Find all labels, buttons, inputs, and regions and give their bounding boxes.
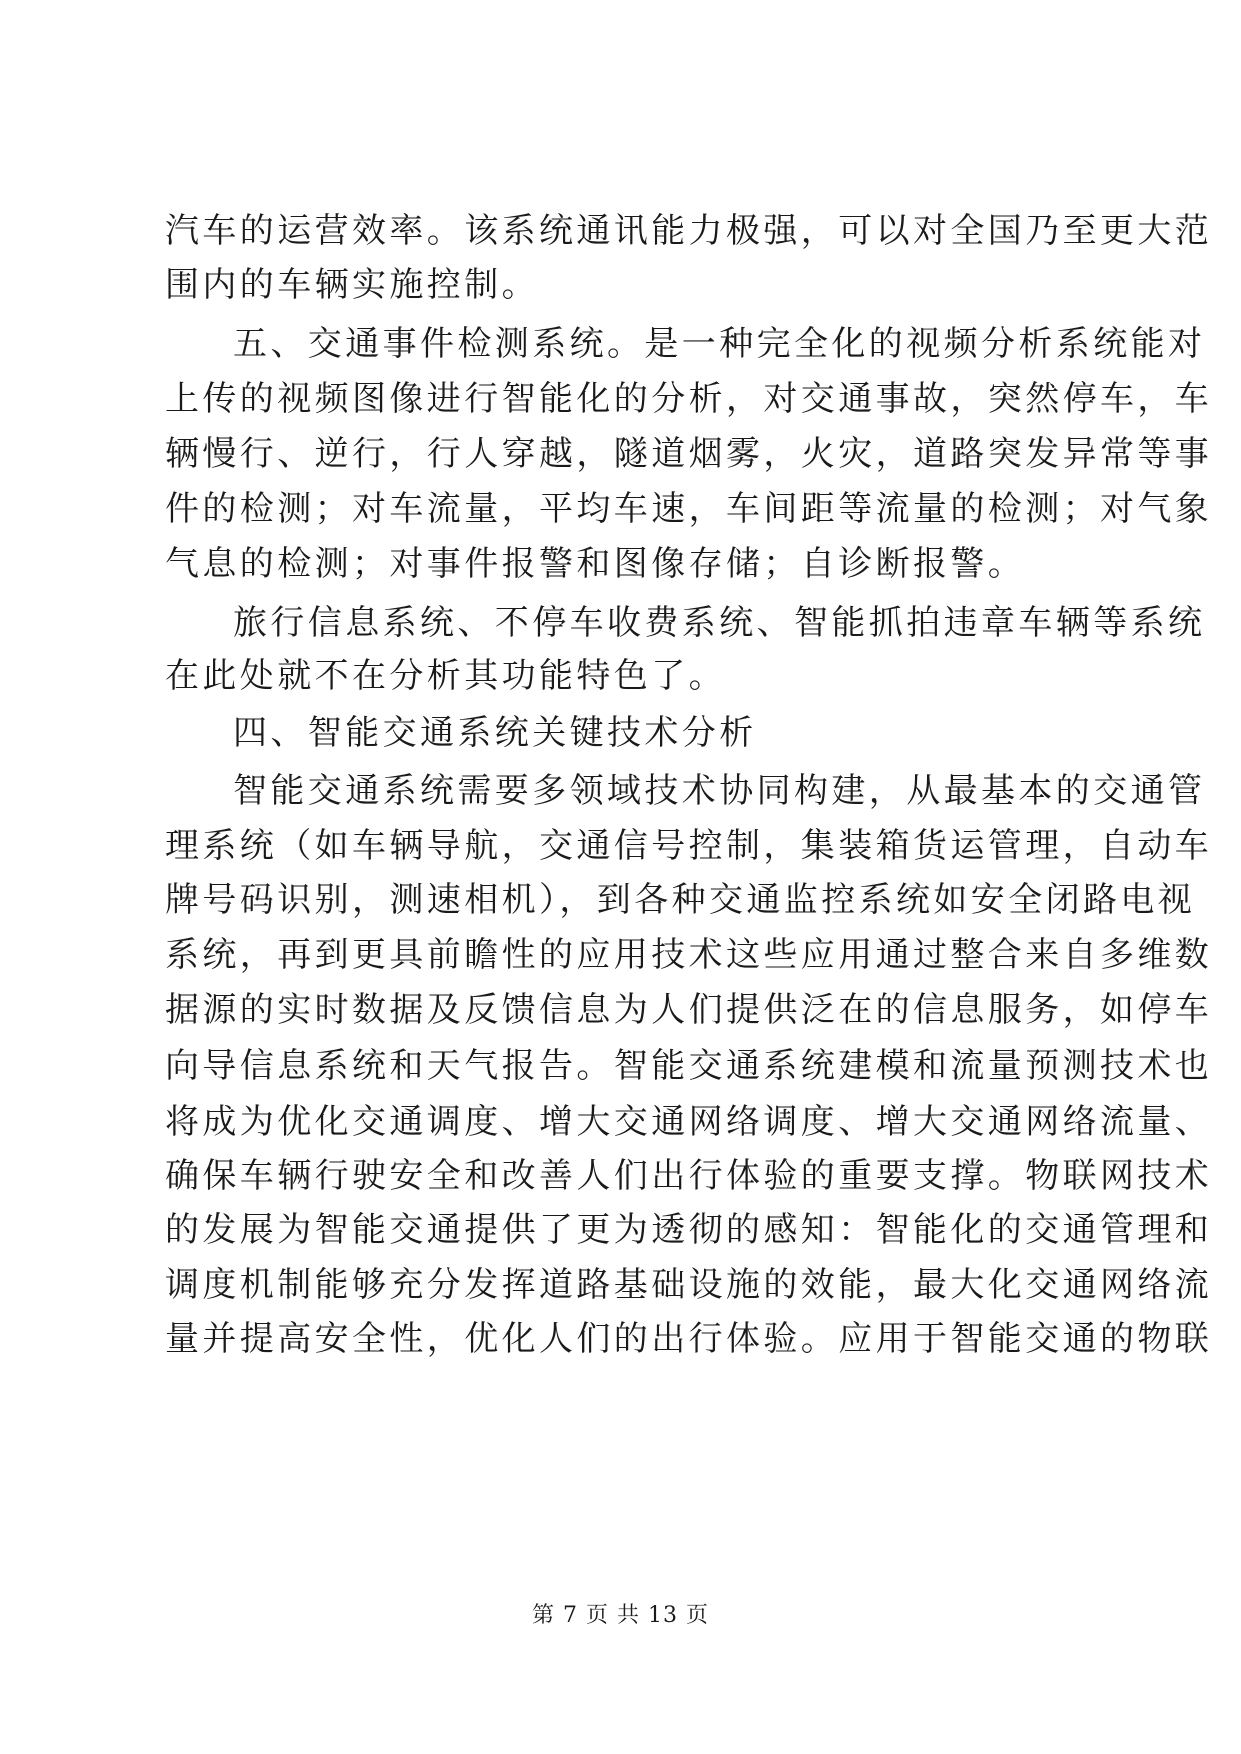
- body-text-line: 件的检测；对车流量，平均车速，车间距等流量的检测；对气象: [165, 489, 1213, 529]
- body-text-line: 系统，再到更具前瞻性的应用技术这些应用通过整合来自多维数: [165, 935, 1213, 975]
- body-text-line: 理系统（如车辆导航，交通信号控制，集装箱货运管理，自动车: [165, 826, 1213, 866]
- section-heading: 四、智能交通系统关键技术分析: [233, 713, 757, 753]
- body-text-line: 汽车的运营效率。该系统通讯能力极强，可以对全国乃至更大范: [165, 211, 1213, 251]
- body-text-line: 将成为优化交通调度、增大交通网络调度、增大交通网络流量、: [165, 1102, 1213, 1142]
- body-text-line: 牌号码识别，测速相机），到各种交通监控系统如安全闭路电视: [165, 880, 1196, 920]
- body-text-line: 调度机制能够充分发挥道路基础设施的效能，最大化交通网络流: [165, 1265, 1213, 1305]
- body-text-line: 向导信息系统和天气报告。智能交通系统建模和流量预测技术也: [165, 1046, 1213, 1086]
- body-text-line: 确保车辆行驶安全和改善人们出行体验的重要支撑。物联网技术: [165, 1156, 1213, 1196]
- body-text-line: 据源的实时数据及反馈信息为人们提供泛在的信息服务，如停车: [165, 990, 1213, 1030]
- body-text-line: 气息的检测；对事件报警和图像存储；自诊断报警。: [165, 544, 1026, 584]
- body-text-line: 在此处就不在分析其功能特色了。: [165, 656, 726, 696]
- body-text-line: 量并提高安全性，优化人们的出行体验。应用于智能交通的物联: [165, 1319, 1213, 1359]
- body-text-line: 上传的视频图像进行智能化的分析，对交通事故，突然停车，车: [165, 379, 1213, 419]
- body-text-line: 辆慢行、逆行，行人穿越，隧道烟雾，火灾，道路突发异常等事: [165, 434, 1213, 474]
- body-text-line: 围内的车辆实施控制。: [165, 265, 539, 305]
- body-text-line: 的发展为智能交通提供了更为透彻的感知：智能化的交通管理和: [165, 1210, 1213, 1250]
- page-number-footer: 第 7 页 共 13 页: [532, 1603, 709, 1628]
- body-text-line: 五、交通事件检测系统。是一种完全化的视频分析系统能对: [233, 324, 1206, 364]
- body-text-line: 智能交通系统需要多领域技术协同构建，从最基本的交通管: [233, 771, 1206, 811]
- body-text-line: 旅行信息系统、不停车收费系统、智能抓拍违章车辆等系统: [233, 603, 1206, 643]
